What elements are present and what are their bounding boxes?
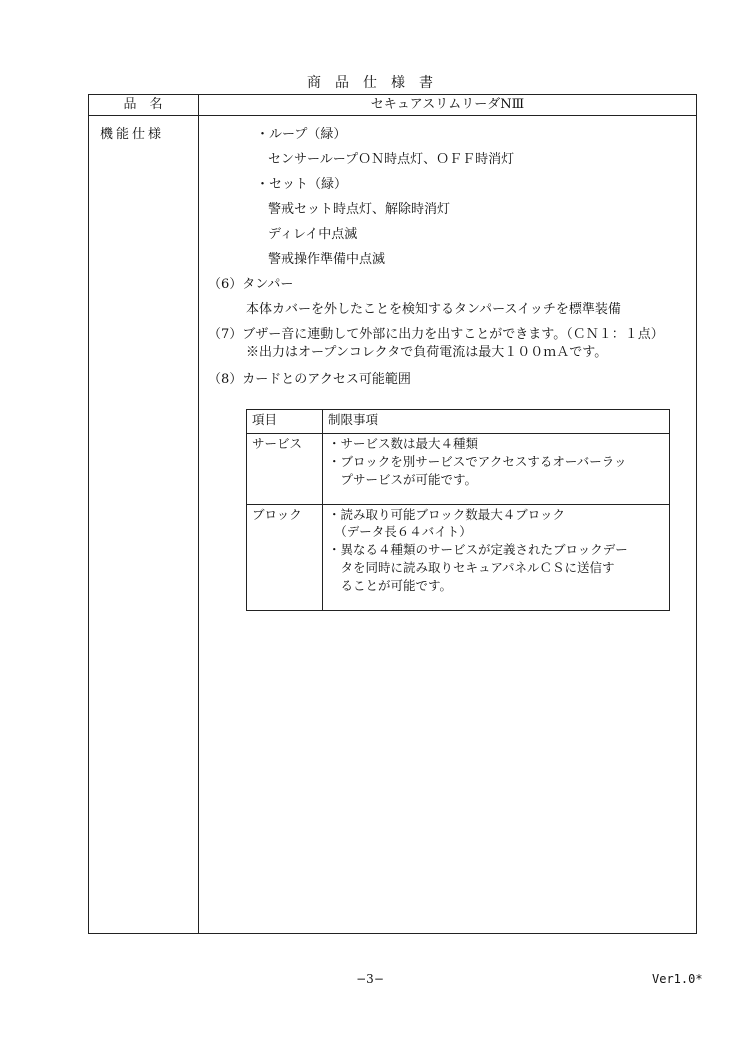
- column-divider: [198, 94, 199, 934]
- document-title: 商 品 仕 様 書: [307, 75, 433, 91]
- access-table-header-item: 項目: [252, 412, 278, 427]
- loop-led-heading: ・ループ（緑）: [256, 127, 347, 142]
- block-restriction-line: ・読み取り可能ブロック数最大４ブロック: [328, 507, 566, 522]
- access-table-item-service: サービス: [252, 436, 303, 451]
- set-led-desc-3: 警戒操作準備中点滅: [268, 252, 386, 267]
- loop-led-desc: センサーループＯＮ時点灯、ＯＦＦ時消灯: [268, 152, 515, 167]
- buzzer-output-note: ※出力はオープンコレクタで負荷電流は最大１００ｍＡです。: [246, 345, 608, 360]
- product-name-value: セキュアスリムリーダNⅢ: [370, 97, 525, 112]
- service-restriction-line: ・サービス数は最大４種類: [328, 436, 479, 451]
- access-table-item-block: ブロック: [252, 507, 302, 522]
- version-label: Ver1.0*: [652, 972, 703, 986]
- set-led-desc-1: 警戒セット時点灯、解除時消灯: [268, 202, 451, 217]
- block-restriction-line: （データ長６４バイト）: [328, 524, 472, 539]
- service-restriction-line: プサービスが可能です。: [328, 472, 478, 487]
- access-table-row-divider: [246, 504, 670, 505]
- block-restriction-line: ることが可能です。: [328, 578, 453, 593]
- buzzer-output-heading: （7）ブザー音に連動して外部に出力を出すことができます。（ＣＮ１：１点）: [208, 327, 664, 342]
- set-led-desc-2: ディレイ中点滅: [268, 227, 358, 242]
- access-range-heading: （8）カードとのアクセス可能範囲: [208, 372, 411, 387]
- tamper-desc: 本体カバーを外したことを検知するタンパースイッチを標準装備: [246, 302, 621, 317]
- tamper-heading: （6）タンパー: [208, 277, 294, 292]
- access-table-header-divider: [246, 433, 670, 434]
- page-number: −3−: [356, 972, 384, 986]
- block-restriction-line: タを同時に読み取りセキュアパネルＣＳに送信す: [328, 560, 615, 575]
- set-led-heading: ・セット（緑）: [256, 177, 348, 192]
- header-row-divider: [88, 115, 697, 116]
- service-restriction-line: ・ブロックを別サービスでアクセスするオーバーラッ: [328, 454, 627, 469]
- product-name-label: 品 名: [123, 97, 163, 112]
- access-table-header-restriction: 制限事項: [328, 412, 379, 427]
- block-restriction-line: ・異なる４種類のサービスが定義されたブロックデー: [328, 542, 628, 557]
- section-label: 機能仕様: [100, 127, 165, 142]
- access-table-col-divider: [322, 409, 323, 611]
